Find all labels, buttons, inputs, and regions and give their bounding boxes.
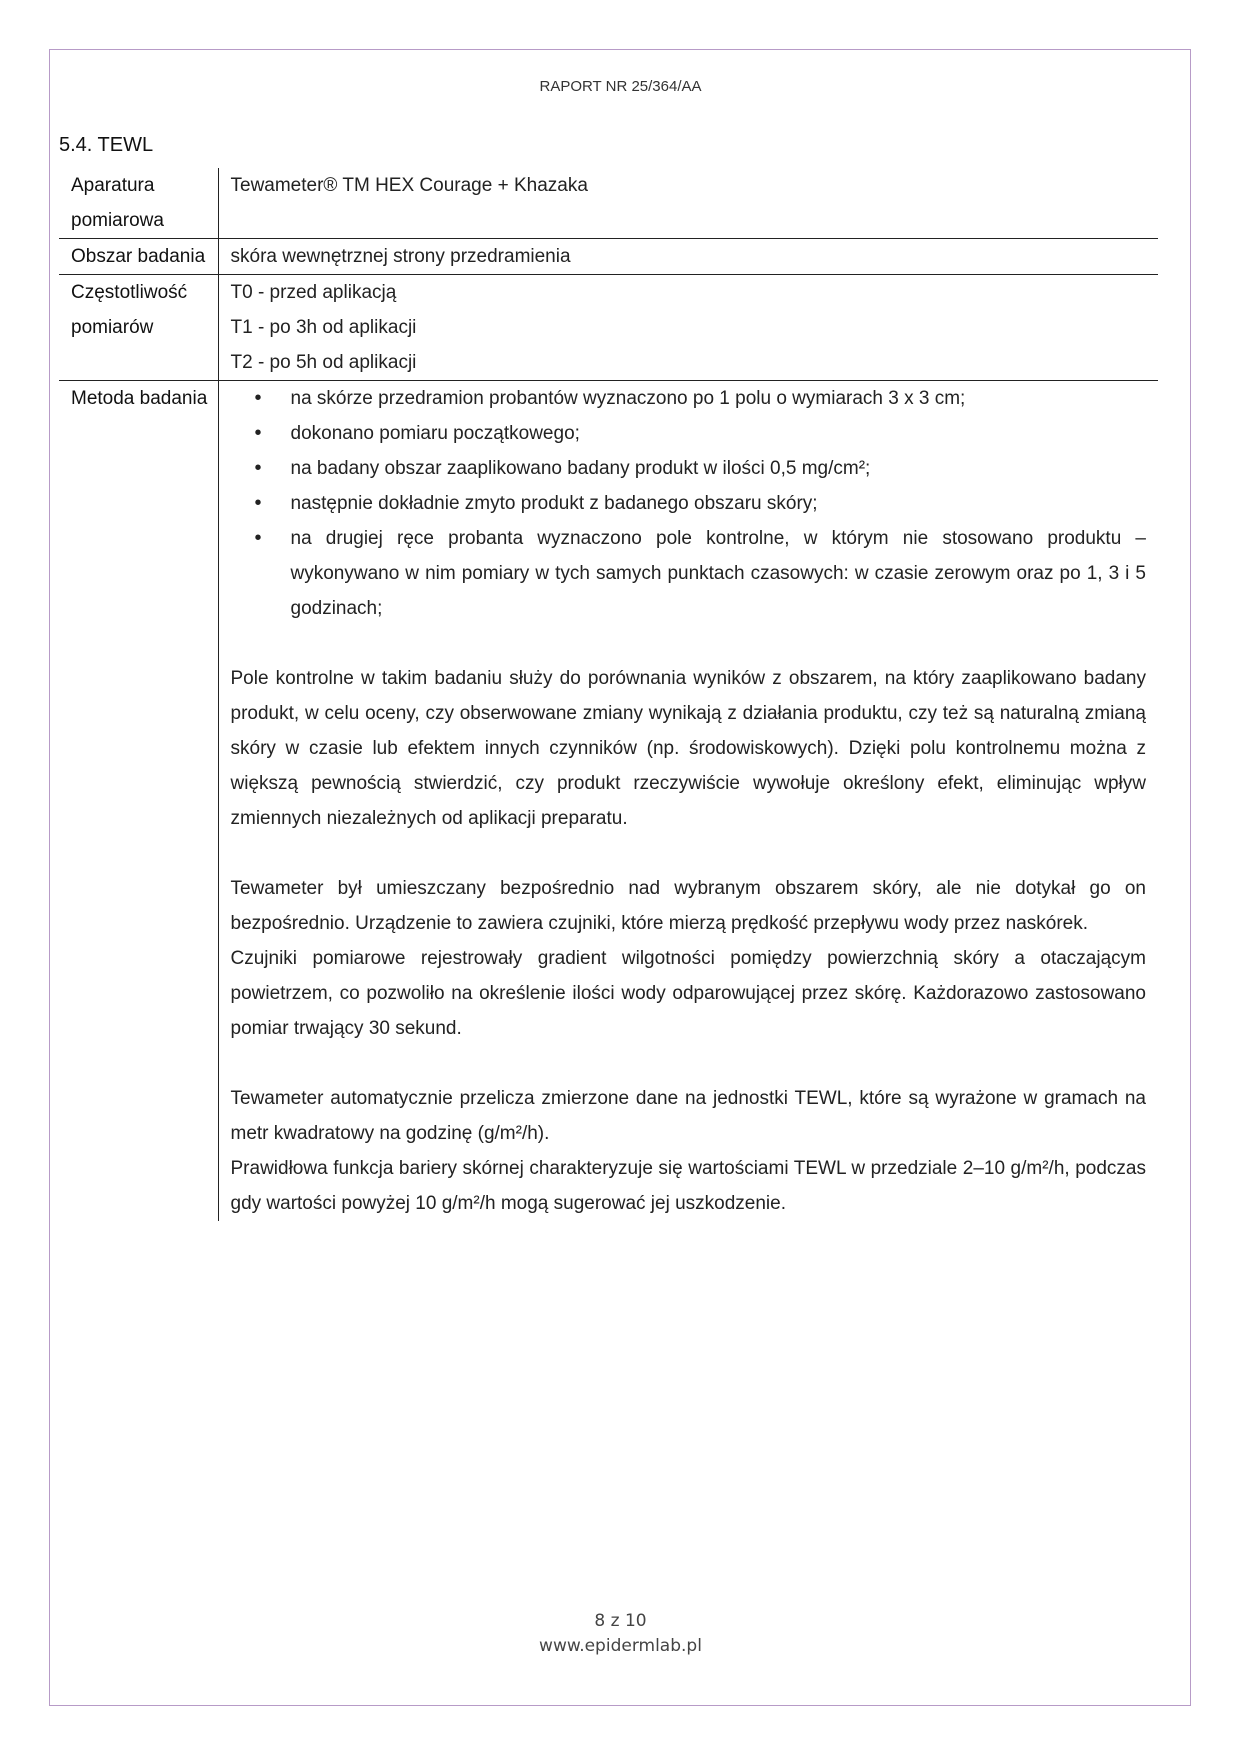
area-value: skóra wewnętrznej strony przedramienia	[218, 239, 1158, 275]
apparatus-value: Tewameter® TM HEX Courage + Khazaka	[218, 168, 1158, 239]
method-content	[218, 381, 1158, 1222]
frequency-label-line2: pomiarów	[71, 317, 154, 338]
website-link[interactable]: www.epidermlab.pl	[539, 1636, 702, 1656]
units-paragraph: Tewameter automatycznie przelicza zmierzone dane na jednostki TEWL, które są wyrażone w gramach na metr kwadratowy na godzinę (g/m²/h).	[230, 1088, 1146, 1144]
row-apparatus	[59, 168, 1158, 239]
apparatus-label-line2: pomiarowa	[71, 210, 164, 231]
method-bullet-list	[231, 381, 1147, 626]
frequency-label	[59, 275, 218, 381]
barrier-function-paragraph: Prawidłowa funkcja bariery skórnej charakteryzuje się wartościami TEWL w przedziale 2–10 g/m²/h, podczas gdy wartości powyżej 10 g/m²/h mogą sugerować jej uszkodzenie.	[230, 1158, 1146, 1214]
list-item: • na drugiej ręce probanta wyznaczono pole kontrolne, w którym nie stosowano produktu – wykonywano w nim pomiary w tych samych punktach czasowych: w czasie zerowym oraz po 1, 3 i 5 godzinach;	[231, 521, 1147, 626]
control-field-paragraph: Pole kontrolne w takim badaniu służy do porównania wyników z obszarem, na który zaaplikowano badany produkt, w celu oceny, czy obserwowane zmiany wynikają z działania produktu, czy też są naturalną zmianą skóry w czasie lub efektem innych czynników (np. środowiskowych). Dzięki polu kontrolnemu można z większą pewnością stwierdzić, czy produkt rzeczywiście wywołuje określony efekt, eliminując wpływ zmiennych niezależnych od aplikacji preparatu.	[230, 668, 1146, 829]
section-title: 5.4. TEWL	[59, 134, 154, 156]
report-header: RAPORT NR 25/364/AA	[539, 78, 702, 95]
list-item: • na skórze przedramion probantów wyznaczono po 1 polu o wymiarach 3 x 3 cm;	[231, 381, 1147, 416]
page-number: 8 z 10	[594, 1611, 647, 1631]
row-method	[59, 381, 1158, 1222]
method-label: Metoda badania	[59, 381, 218, 1222]
frequency-t2: T2 - po 5h od aplikacji	[230, 352, 417, 373]
frequency-t1: T1 - po 3h od aplikacji	[230, 317, 417, 338]
tewameter-placement-paragraph: Tewameter był umieszczany bezpośrednio nad wybranym obszarem skóry, ale nie dotykał go on bezpośrednio. Urządzenie to zawiera czujniki, które mierzą prędkość przepływu wody przez naskórek.	[230, 878, 1146, 934]
frequency-values	[218, 275, 1158, 381]
row-frequency	[59, 275, 1158, 381]
tewl-spec-table	[59, 168, 1158, 1221]
sensors-paragraph: Czujniki pomiarowe rejestrowały gradient wilgotności pomiędzy powierzchnią skóry a otaczającym powietrzem, co pozwoliło na określenie ilości wody odparowującej przez skórę. Każdorazowo zastosowano pomiar trwający 30 sekund.	[230, 948, 1146, 1039]
apparatus-label-line1: Aparatura	[71, 175, 155, 196]
list-item: • dokonano pomiaru początkowego;	[231, 416, 1147, 451]
list-item: • następnie dokładnie zmyto produkt z badanego obszaru skóry;	[231, 486, 1147, 521]
row-area	[59, 239, 1158, 275]
area-label: Obszar badania	[59, 239, 218, 275]
list-item: • na badany obszar zaaplikowano badany produkt w ilości 0,5 mg/cm²;	[231, 451, 1147, 486]
frequency-label-line1: Częstotliwość	[71, 282, 188, 303]
apparatus-label	[59, 168, 218, 239]
frequency-t0: T0 - przed aplikacją	[230, 282, 397, 303]
